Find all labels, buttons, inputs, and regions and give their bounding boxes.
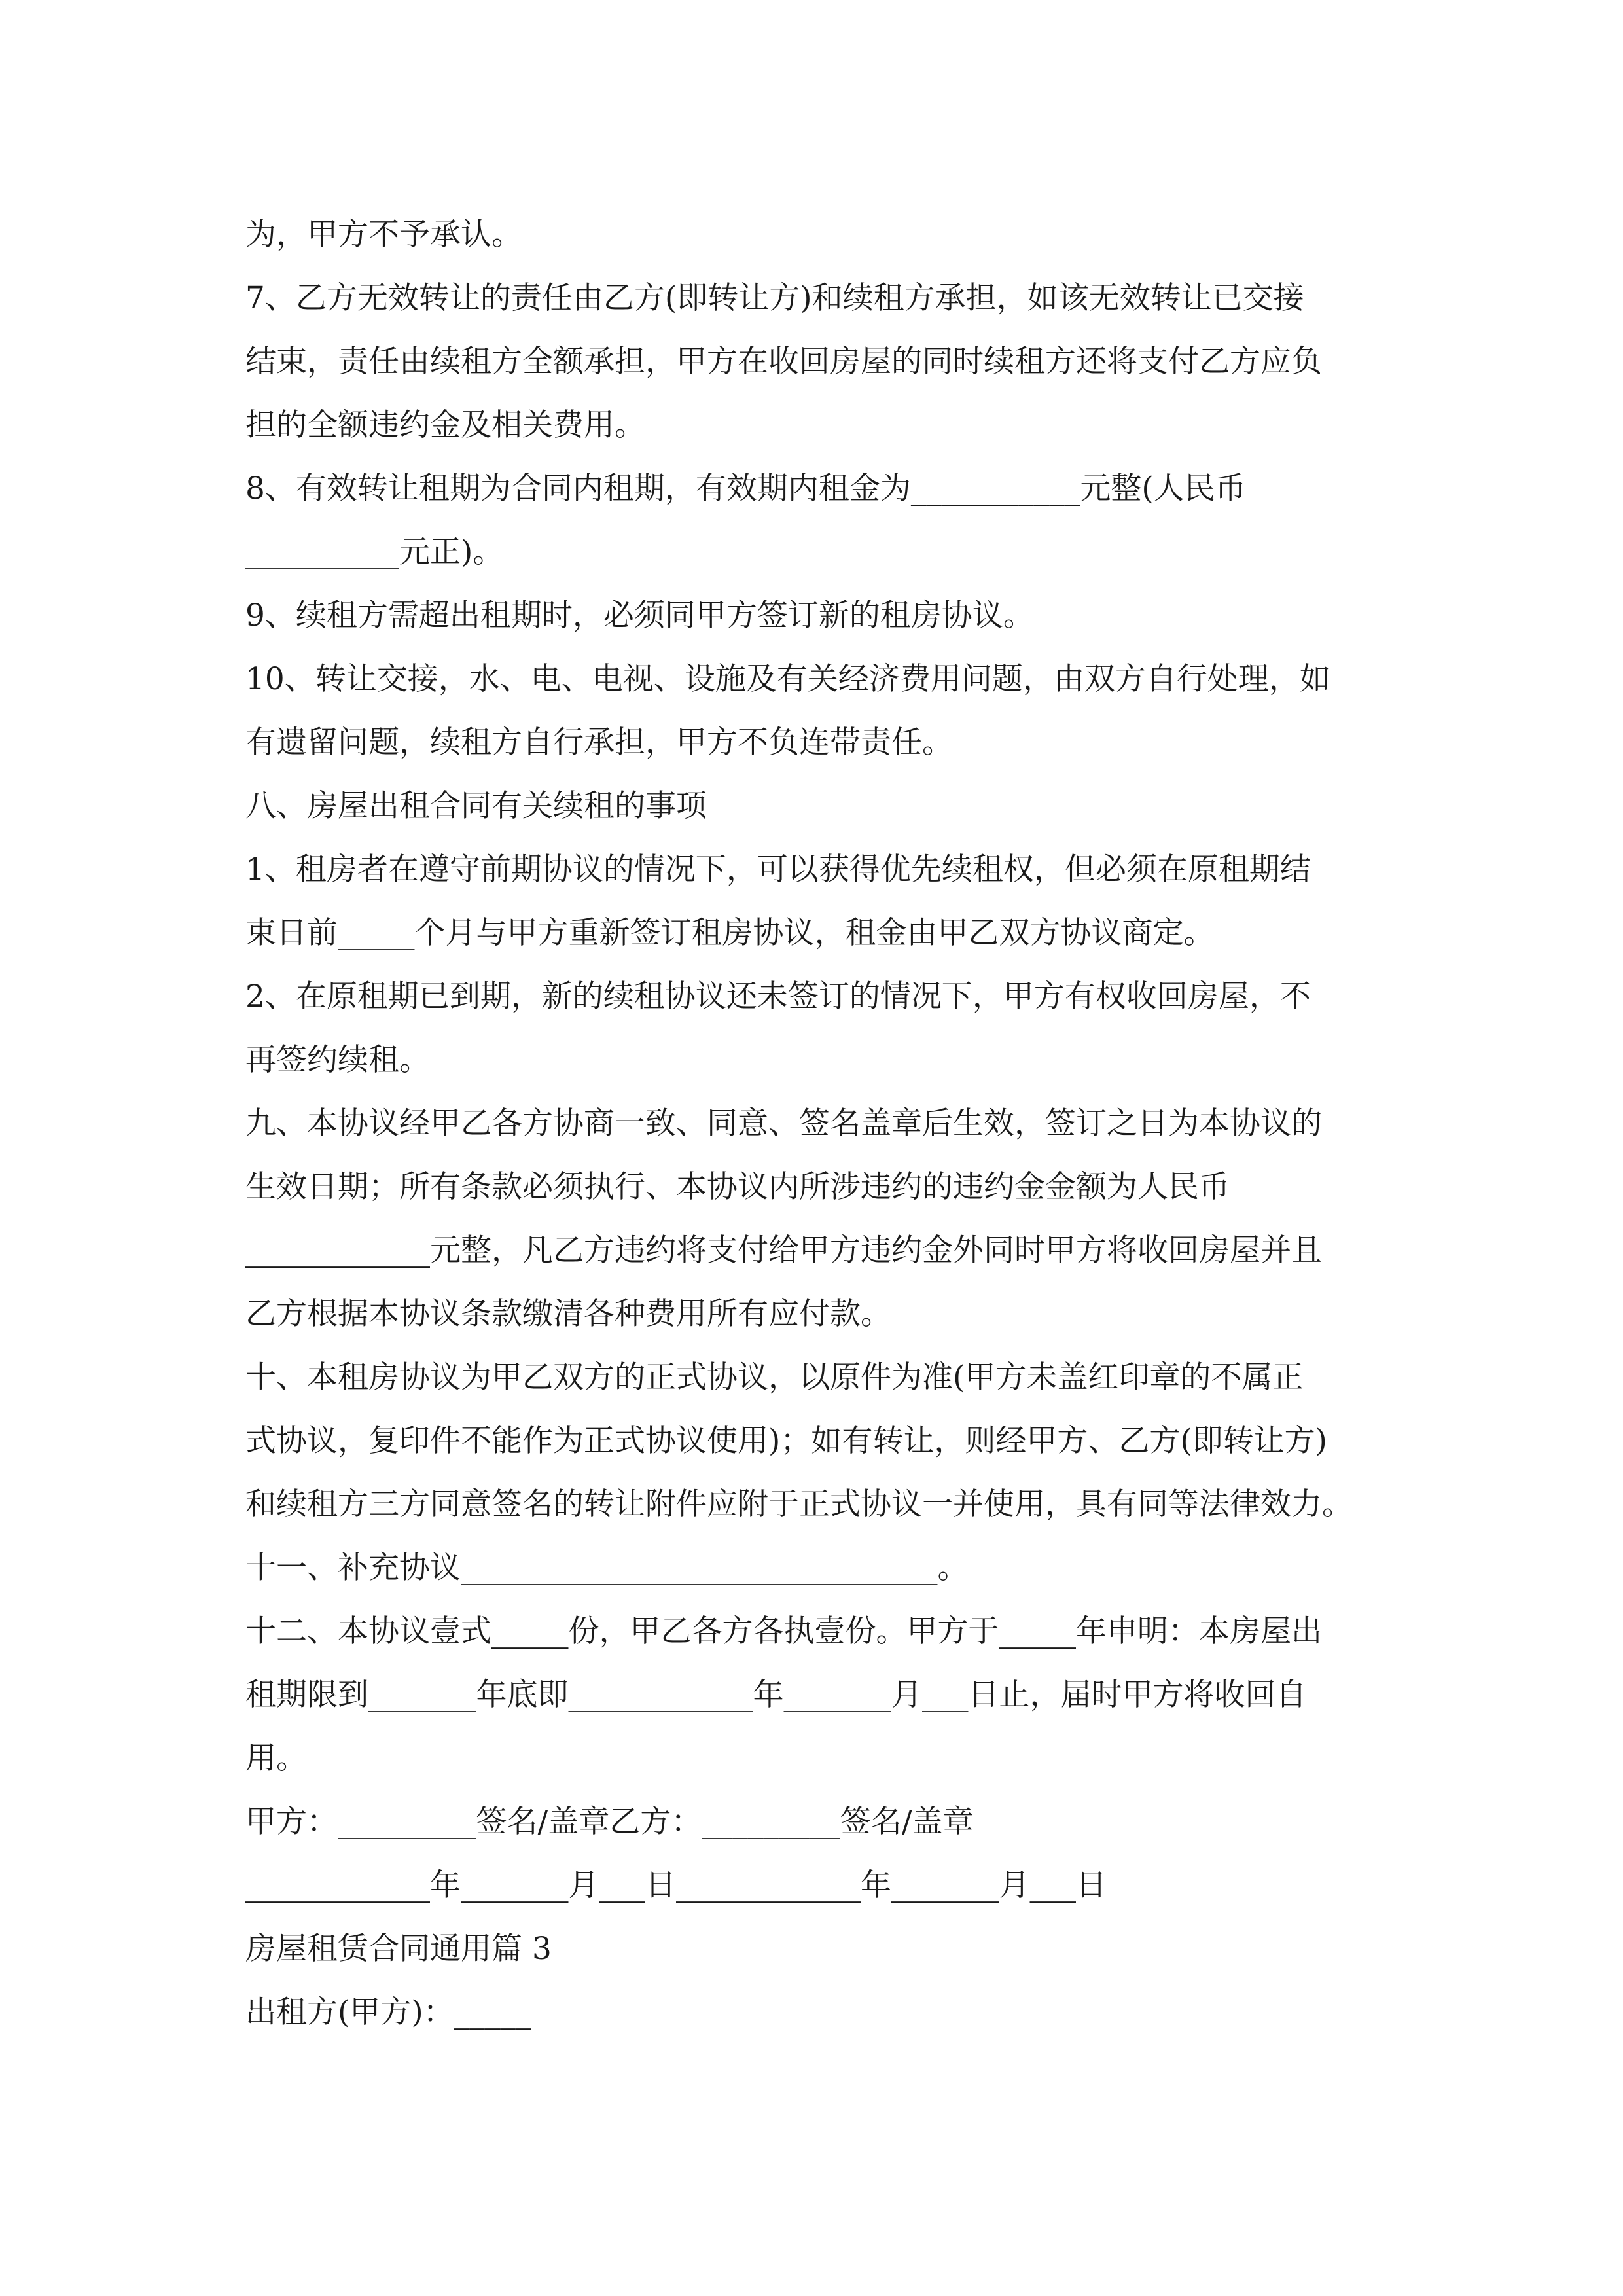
text-line (245, 520, 1397, 584)
line-text: 担的全额违约金及相关费用。 (245, 407, 645, 443)
document-page (245, 203, 1397, 2044)
line-text: 出租方(甲方)：_____ (245, 1994, 531, 2030)
line-text: 九、本协议经甲乙各方协商一致、同意、签名盖章后生效，签订之日为本协议的 (245, 1105, 1322, 1141)
line-text: 8、有效转让租期为合同内租期，有效期内租金为___________元整(人民币 (245, 471, 1246, 507)
line-text: 9、续租方需超出租期时，必须同甲方签订新的租房协议。 (245, 598, 1034, 634)
text-line (245, 457, 1397, 520)
text-line (245, 1155, 1397, 1219)
text-line (245, 901, 1397, 965)
text-line (245, 1473, 1397, 1536)
text-line (245, 1981, 1397, 2044)
line-text: 2、在原租期已到期，新的续租协议还未签订的情况下，甲方有权收回房屋，不 (245, 978, 1311, 1014)
line-text: 7、乙方无效转让的责任由乙方(即转让方)和续租方承担，如该无效转让已交接 (245, 280, 1304, 316)
line-text: 再签约续租。 (245, 1042, 430, 1078)
text-line (245, 838, 1397, 901)
line-text: 有遗留问题，续租方自行承担，甲方不负连带责任。 (245, 725, 953, 761)
text-line (245, 1727, 1397, 1790)
text-line (245, 1663, 1397, 1727)
line-text: 十、本租房协议为甲乙双方的正式协议，以原件为准(甲方未盖红印章的不属正 (245, 1359, 1304, 1395)
text-line (245, 1092, 1397, 1155)
text-line (245, 1282, 1397, 1346)
line-text: 八、房屋出租合同有关续租的事项 (245, 788, 707, 824)
line-text: 为，甲方不予承认。 (245, 217, 522, 253)
text-line (245, 711, 1397, 774)
text-line (245, 203, 1397, 266)
text-line (245, 965, 1397, 1028)
line-text: 租期限到_______年底即____________年_______月___日止，届时甲方将收回自 (245, 1677, 1307, 1713)
date-line (245, 1854, 1397, 1917)
signature-line (245, 1790, 1397, 1854)
line-text: 结束，责任由续租方全额承担，甲方在收回房屋的同时续租方还将支付乙方应负 (245, 344, 1322, 380)
line-text: 1、租房者在遵守前期协议的情况下，可以获得优先续租权，但必须在原租期结 (245, 852, 1311, 888)
line-text: 和续租方三方同意签名的转让附件应附于正式协议一并使用，具有同等法律效力。 (245, 1486, 1353, 1522)
text-line (245, 393, 1397, 457)
text-line (245, 1028, 1397, 1092)
line-text: 用。 (245, 1740, 307, 1776)
line-text: 式协议，复印件不能作为正式协议使用)；如有转让，则经甲方、乙方(即转让方) (245, 1423, 1328, 1459)
line-text: ____________年_______月___日____________年_______月___日 (245, 1867, 1107, 1903)
line-text: __________元正)。 (245, 534, 504, 570)
text-line (245, 266, 1397, 330)
section-heading (245, 774, 1397, 838)
text-line (245, 1219, 1397, 1282)
text-line (245, 1409, 1397, 1473)
line-text: 十二、本协议壹式_____份，甲乙各方各执壹份。甲方于_____年申明：本房屋出 (245, 1613, 1322, 1649)
line-text: 乙方根据本协议条款缴清各种费用所有应付款。 (245, 1296, 891, 1332)
line-text: 束日前_____个月与甲方重新签订租房协议，租金由甲乙双方协议商定。 (245, 915, 1215, 951)
line-text: 甲方：_________签名/盖章乙方：_________签名/盖章 (245, 1804, 974, 1840)
line-text: 生效日期；所有条款必须执行、本协议内所涉违约的违约金金额为人民币 (245, 1169, 1230, 1205)
line-text: ____________元整，凡乙方违约将支付给甲方违约金外同时甲方将收回房屋并且 (245, 1232, 1322, 1268)
line-text: 10、转让交接，水、电、电视、设施及有关经济费用问题，由双方自行处理，如 (245, 661, 1330, 697)
line-text: 房屋租赁合同通用篇 3 (245, 1931, 552, 1967)
line-text: 十一、补充协议_______________________________。 (245, 1550, 969, 1586)
document-title (245, 1917, 1397, 1981)
text-line (245, 1536, 1397, 1600)
text-line (245, 647, 1397, 711)
text-line (245, 584, 1397, 647)
text-line (245, 1346, 1397, 1409)
text-line (245, 1600, 1397, 1663)
text-line (245, 330, 1397, 393)
